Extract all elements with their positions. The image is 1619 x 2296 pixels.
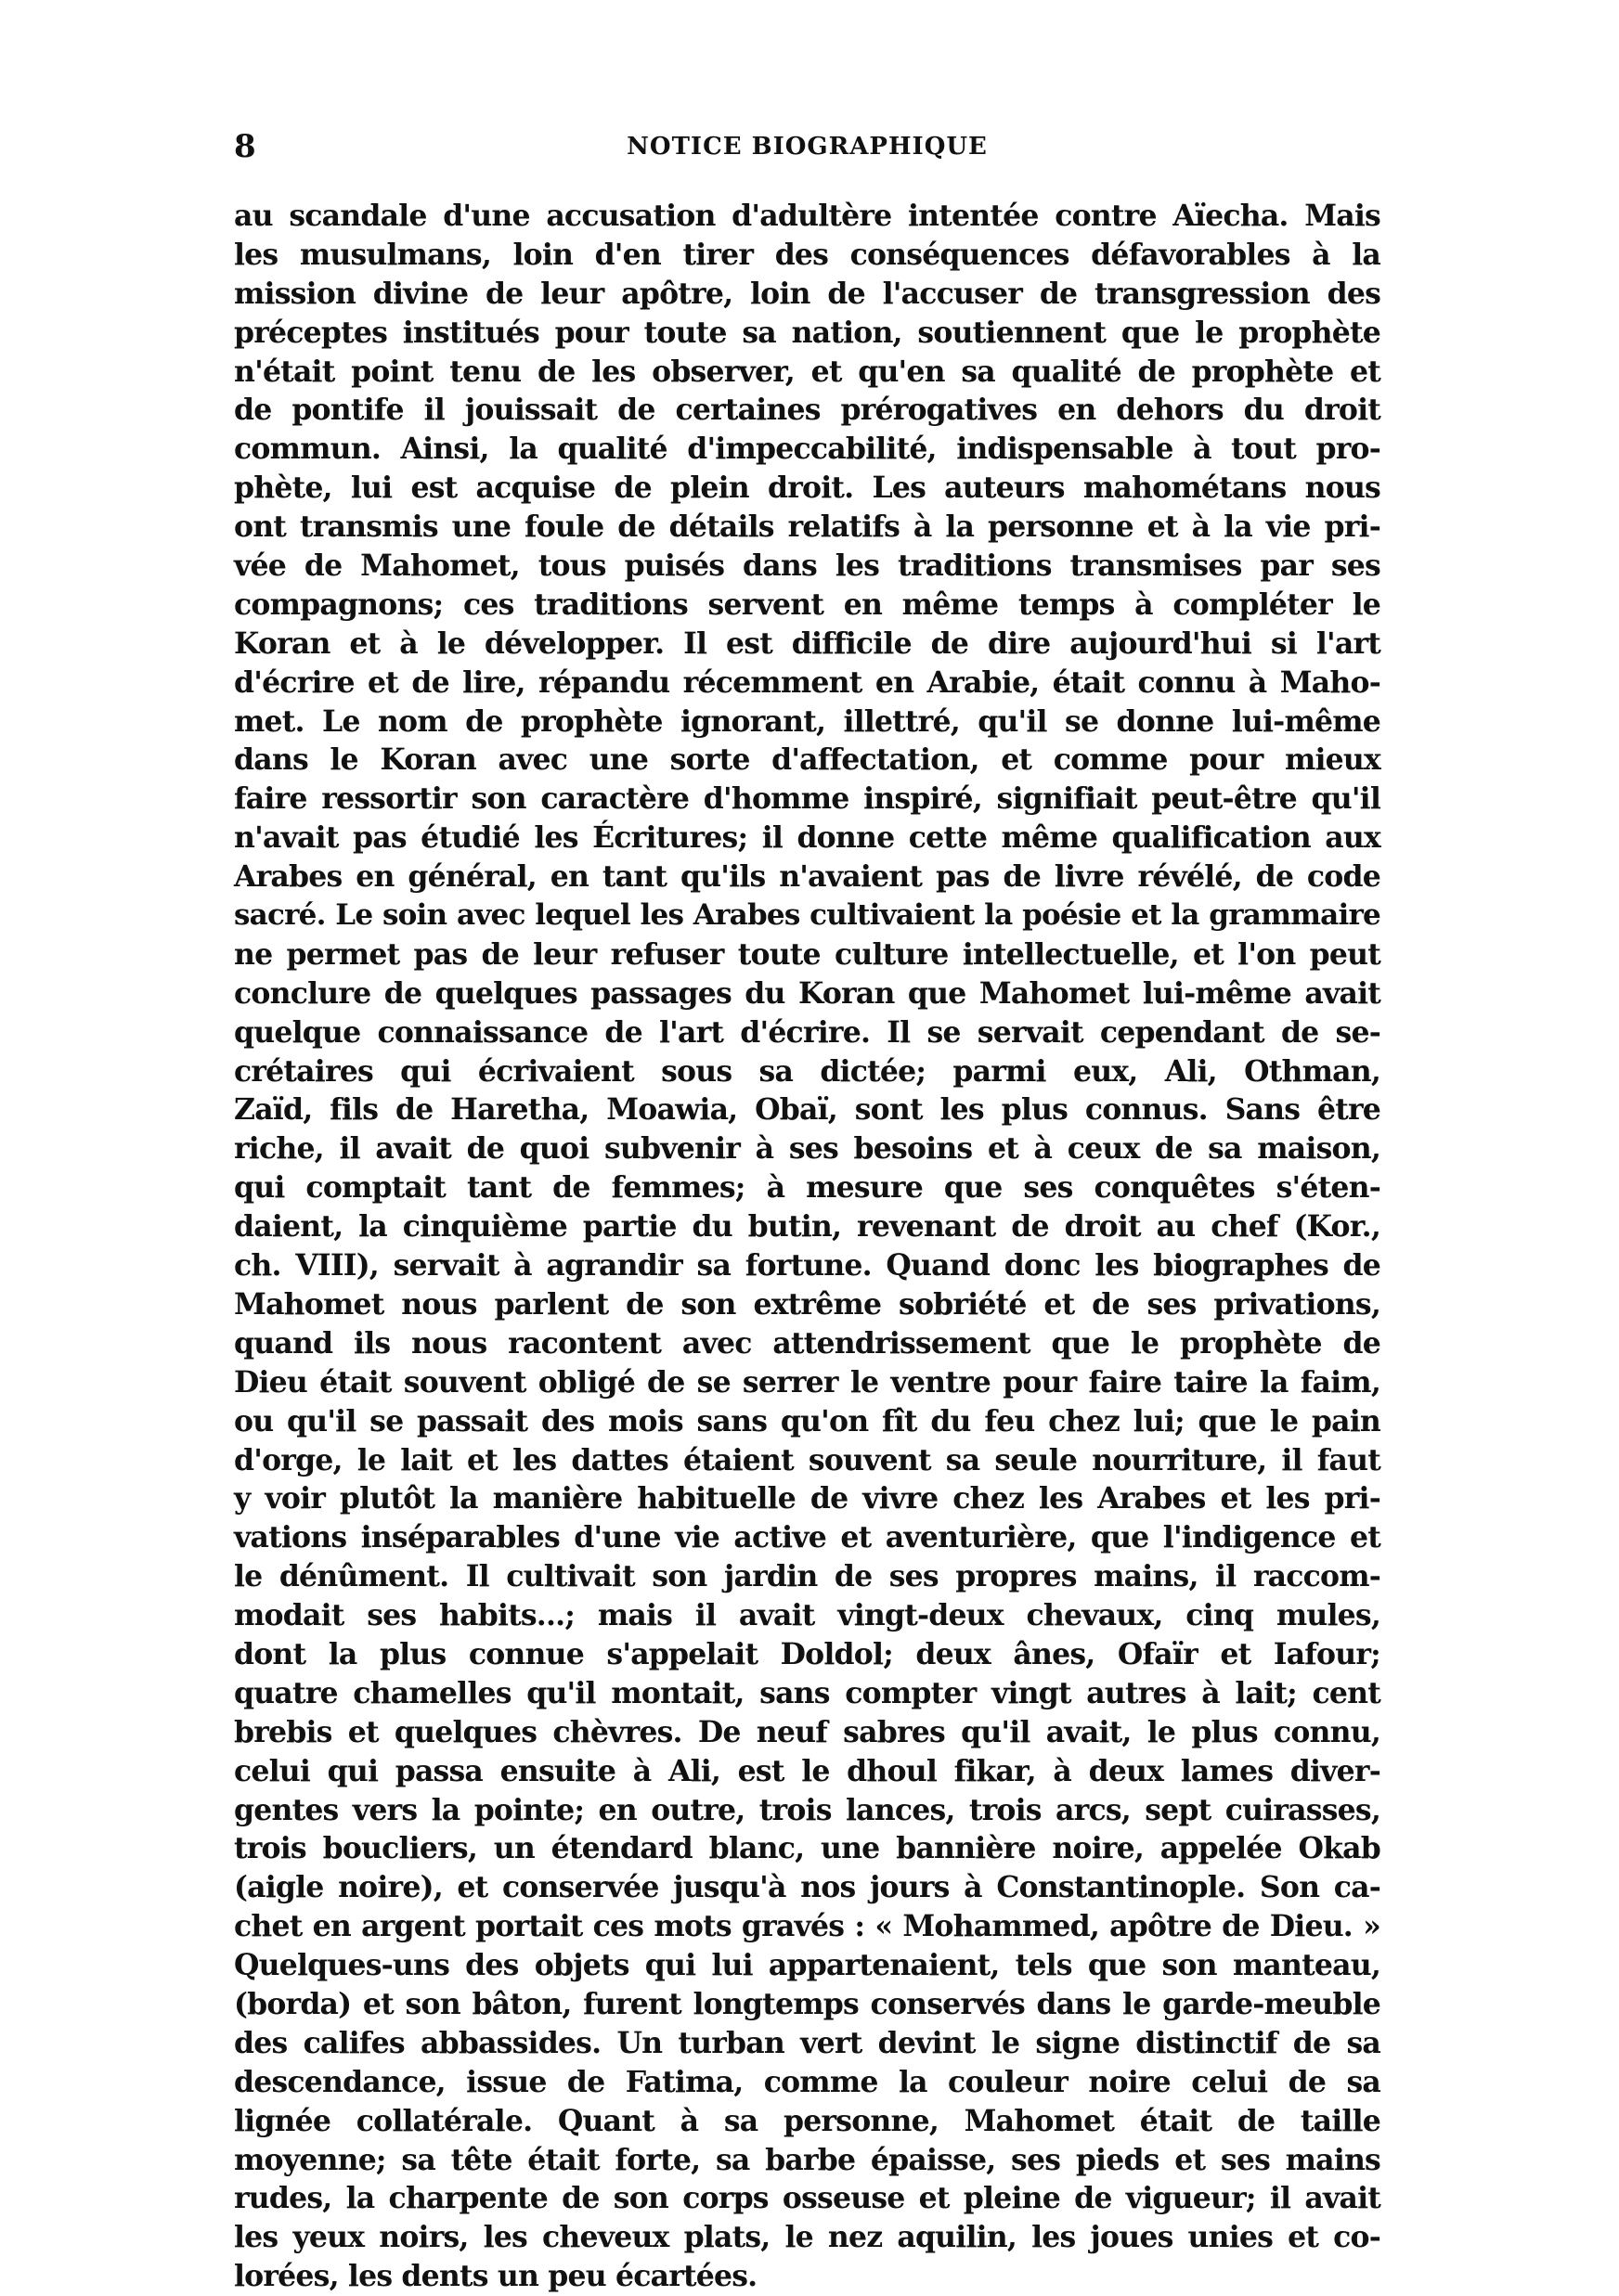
text-line: compagnons; ces traditions servent en même temps à compléter le [234,587,1380,622]
text-line: moyenne; sa tête était forte, sa barbe épaisse, ses pieds et ses mains [234,2142,1380,2177]
text-line: préceptes institués pour toute sa nation, soutiennent que le prophète [234,315,1380,350]
text-line: dont la plus connue s'appelait Doldol; deux ânes, Ofaïr et Iafour; [234,1636,1380,1671]
text-line: des califes abbassides. Un turban vert devint le signe distinctif de sa [234,2025,1380,2060]
text-line: Koran et à le développer. Il est difficile de dire aujourd'hui si l'art [234,626,1380,661]
text-line: au scandale d'une accusation d'adultère intentée contre Aïecha. Mais [234,199,1380,233]
text-line: quelque connaissance de l'art d'écrire. Il se servait cependant de se- [234,1014,1380,1050]
text-line: ne permet pas de leur refuser toute culture intellectuelle, et l'on peut [234,936,1380,972]
text-line: Zaïd, fils de Haretha, Moawia, Obaï, sont les plus connus. Sans être [234,1092,1380,1128]
text-line: faire ressortir son caractère d'homme inspiré, signifiait peut-être qu'il [234,781,1380,817]
text-line: daient, la cinquième partie du butin, revenant de droit au chef (Kor., [234,1209,1380,1245]
text-line: chet en argent portait ces mots gravés : « Mohammed, apôtre de Dieu. » [234,1909,1380,1944]
text-line: quatre chamelles qu'il montait, sans compter vingt autres à lait; cent [234,1675,1380,1710]
text-line: vée de Mahomet, tous puisés dans les traditions transmises par ses [234,548,1380,584]
text-line: phète, lui est acquise de plein droit. Les auteurs mahométans nous [234,471,1380,506]
text-line: (borda) et son bâton, furent longtemps conservés dans le garde-meuble [234,1986,1380,2021]
text-line: (aigle noire), et conservée jusqu'à nos jours à Constantinople. Son ca- [234,1870,1380,1905]
text-line: ch. VIII), servait à agrandir sa fortune. Quand donc les biographes de [234,1248,1380,1283]
text-line: de pontife il jouissait de certaines prérogatives en dehors du droit [234,393,1380,428]
text-line: le dénûment. Il cultivait son jardin de ses propres mains, il raccom- [234,1559,1380,1594]
text-line: d'écrire et de lire, répandu récemment en Arabie, était connu à Maho- [234,664,1380,700]
page-number: 8 [234,128,256,165]
running-head: NOTICE BIOGRAPHIQUE [627,133,988,161]
text-line: conclure de quelques passages du Koran que Mahomet lui-même avait [234,975,1380,1011]
text-line: lorées, les dents un peu écartées. [234,2259,758,2294]
text-line: met. Le nom de prophète ignorant, illettré, qu'il se donne lui-même [234,703,1380,739]
text-line: vations inséparables d'une vie active et aventurière, que l'indigence et [234,1520,1380,1555]
text-line: trois boucliers, un étendard blanc, une bannière noire, appelée Okab [234,1831,1380,1866]
text-line: lignée collatérale. Quant à sa personne, Mahomet était de taille [234,2103,1380,2138]
text-line: ou qu'il se passait des mois sans qu'on fît du feu chez lui; que le pain [234,1403,1380,1438]
text-line: Mahomet nous parlent de son extrême sobriété et de ses privations, [234,1286,1380,1322]
text-line: riche, il avait de quoi subvenir à ses besoins et à ceux de sa maison, [234,1131,1380,1167]
text-line: Arabes en général, en tant qu'ils n'avaient pas de livre révélé, de code [234,859,1380,895]
text-line: Dieu était souvent obligé de se serrer le ventre pour faire taire la faim, [234,1364,1380,1400]
text-line: commun. Ainsi, la qualité d'impeccabilité, indispensable à tout pro- [234,432,1380,467]
text-line: dans le Koran avec une sorte d'affectation, et comme pour mieux [234,742,1380,778]
text-line: n'était point tenu de les observer, et qu'en sa qualité de prophète et [234,354,1380,389]
text-line: n'avait pas étudié les Écritures; il donne cette même qualification aux [234,820,1380,856]
text-line: les musulmans, loin d'en tirer des conséquences défavorables à la [234,237,1380,272]
text-line: rudes, la charpente de son corps osseuse et pleine de vigueur; il avait [234,2181,1380,2216]
text-line: mission divine de leur apôtre, loin de l'accuser de transgression des [234,276,1380,311]
text-line: brebis et quelques chèvres. De neuf sabres qu'il avait, le plus connu, [234,1714,1380,1749]
text-line: sacré. Le soin avec lequel les Arabes cultivaient la poésie et la grammaire [234,898,1380,933]
text-line: descendance, issue de Fatima, comme la couleur noire celui de sa [234,2064,1380,2099]
text-line: celui qui passa ensuite à Ali, est le dhoul fikar, à deux lames diver- [234,1753,1380,1788]
text-line: crétaires qui écrivaient sous sa dictée; parmi eux, Ali, Othman, [234,1053,1380,1089]
text-line: gentes vers la pointe; en outre, trois lances, trois arcs, sept cuirasses, [234,1792,1380,1827]
text-line: qui comptait tant de femmes; à mesure que ses conquêtes s'éten- [234,1170,1380,1206]
body-text [234,197,1380,2296]
text-line: les yeux noirs, les cheveux plats, le nez aquilin, les joues unies et co- [234,2220,1380,2255]
text-line: y voir plutôt la manière habituelle de vivre chez les Arabes et les pri- [234,1481,1380,1516]
text-line: quand ils nous racontent avec attendrissement que le prophète de [234,1325,1380,1361]
text-line: ont transmis une foule de détails relatifs à la personne et à la vie pri- [234,510,1380,545]
text-line: modait ses habits...; mais il avait vingt-deux chevaux, cinq mules, [234,1598,1380,1633]
text-line: Quelques-uns des objets qui lui appartenaient, tels que son manteau, [234,1948,1380,1983]
text-line: d'orge, le lait et les dattes étaient souvent sa seule nourriture, il faut [234,1442,1380,1477]
page-header [234,128,1380,165]
